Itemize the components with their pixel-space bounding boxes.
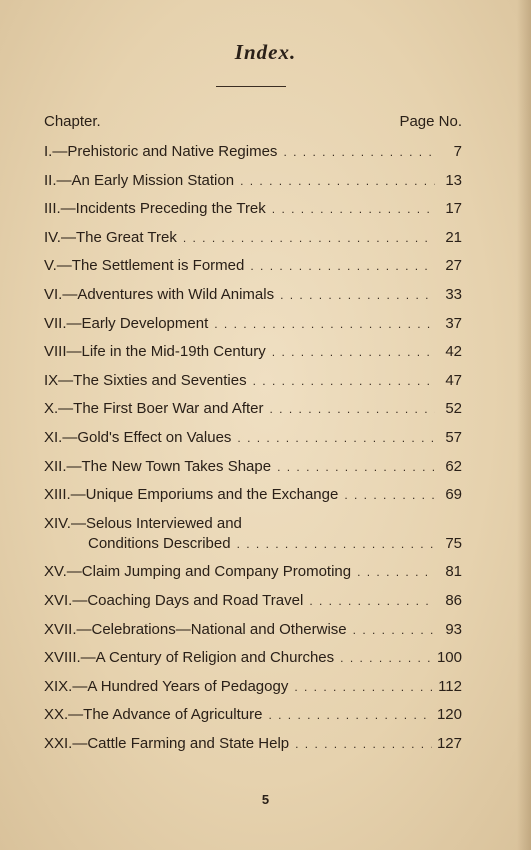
entry-label: XV.—Claim Jumping and Company Promoting xyxy=(44,563,352,581)
entry-page-number: 86 xyxy=(445,591,462,609)
entry-page-number: 62 xyxy=(445,457,462,475)
entry-label-continued: Conditions Described xyxy=(88,534,231,552)
dot-leader xyxy=(237,428,435,448)
entry-page-number: 7 xyxy=(453,143,462,160)
index-entry xyxy=(44,646,462,675)
dot-leader xyxy=(340,648,432,668)
entry-label: VIII—Life in the Mid-19th Century xyxy=(44,343,266,361)
entry-label: IV.—The Great Trek xyxy=(44,228,177,246)
index-entry xyxy=(44,618,462,647)
entry-label: II.—An Early Mission Station xyxy=(44,171,235,189)
dot-leader xyxy=(344,485,435,505)
index-entries xyxy=(44,140,462,760)
entry-page-number: 100 xyxy=(436,649,462,667)
entry-page-number: 27 xyxy=(445,257,462,275)
entry-page-number: 21 xyxy=(445,228,462,246)
index-entry xyxy=(44,455,462,484)
entry-page-number: 52 xyxy=(445,400,462,418)
dot-leader xyxy=(272,199,435,219)
entry-label: III.—Incidents Preceding the Trek xyxy=(44,200,266,218)
entry-page-number: 37 xyxy=(445,314,462,332)
entry-page-number: 13 xyxy=(445,171,462,189)
index-entry xyxy=(44,732,462,761)
page-column-heading: Page No. xyxy=(399,113,462,130)
entry-page-number: 75 xyxy=(445,534,462,552)
dot-leader xyxy=(268,705,432,725)
dot-leader xyxy=(294,677,433,697)
index-entry xyxy=(44,675,462,704)
entry-page-number: 127 xyxy=(436,734,462,752)
dot-leader xyxy=(353,620,435,640)
index-entry xyxy=(44,703,462,732)
index-entry xyxy=(44,140,462,169)
index-entry xyxy=(44,340,462,369)
index-entry xyxy=(44,426,462,455)
entry-label: XI.—Gold's Effect on Values xyxy=(44,428,232,446)
entry-page-number: 112 xyxy=(438,677,462,695)
entry-page-number: 57 xyxy=(445,428,462,446)
index-entry xyxy=(44,283,462,312)
index-entry-continuation xyxy=(44,532,462,561)
dot-leader xyxy=(295,734,432,754)
entry-label: IX—The Sixties and Seventies xyxy=(44,371,247,389)
entry-page-number: 120 xyxy=(436,706,462,724)
dot-leader xyxy=(253,371,435,391)
index-entry xyxy=(44,589,462,618)
dot-leader xyxy=(214,314,435,334)
dot-leader xyxy=(280,285,435,305)
index-entry xyxy=(44,169,462,198)
index-entry xyxy=(44,226,462,255)
entry-page-number: 47 xyxy=(445,371,462,389)
entry-label: I.—Prehistoric and Native Regimes xyxy=(44,143,278,160)
entry-label: VI.—Adventures with Wild Animals xyxy=(44,285,275,303)
chapter-column-heading: Chapter. xyxy=(44,113,101,130)
entry-label: XIX.—A Hundred Years of Pedagogy xyxy=(44,677,289,695)
dot-leader xyxy=(277,457,435,477)
dot-leader xyxy=(240,171,435,191)
index-entry xyxy=(44,397,462,426)
page-number: 5 xyxy=(261,792,270,807)
entry-label: XX.—The Advance of Agriculture xyxy=(44,706,263,724)
dot-leader xyxy=(250,256,435,276)
dot-leader xyxy=(270,399,435,419)
dot-leader xyxy=(357,562,435,582)
entry-label: XII.—The New Town Takes Shape xyxy=(44,457,272,475)
index-header xyxy=(44,113,462,133)
entry-label: XXI.—Cattle Farming and State Help xyxy=(44,734,290,752)
page-edge-shadow xyxy=(517,0,531,850)
index-entry xyxy=(44,254,462,283)
dot-leader xyxy=(309,591,435,611)
entry-label: XVII.—Celebrations—National and Otherwise xyxy=(44,620,347,638)
entry-label: XIV.—Selous Interviewed and xyxy=(44,514,242,532)
index-entry xyxy=(44,197,462,226)
entry-label: V.—The Settlement is Formed xyxy=(44,257,245,275)
entry-page-number: 93 xyxy=(445,620,462,638)
index-entry xyxy=(44,483,462,512)
entry-label: XIII.—Unique Emporiums and the Exchange xyxy=(44,486,339,504)
page-title: Index. xyxy=(234,40,297,64)
dot-leader xyxy=(183,228,435,248)
entry-page-number: 33 xyxy=(445,285,462,303)
entry-page-number: 81 xyxy=(445,563,462,581)
index-entry xyxy=(44,369,462,398)
entry-page-number: 17 xyxy=(445,200,462,218)
entry-label: XVI.—Coaching Days and Road Travel xyxy=(44,591,304,609)
title-rule xyxy=(216,86,286,87)
entry-page-number: 42 xyxy=(445,343,462,361)
index-entry xyxy=(44,560,462,589)
entry-label: XVIII.—A Century of Religion and Churches xyxy=(44,649,335,667)
entry-label: X.—The First Boer War and After xyxy=(44,400,264,418)
dot-leader xyxy=(272,342,435,362)
entry-page-number: 69 xyxy=(445,486,462,504)
dot-leader xyxy=(283,142,435,162)
dot-leader xyxy=(237,534,435,554)
index-entry xyxy=(44,512,462,532)
index-entry xyxy=(44,312,462,341)
entry-label: VII.—Early Development xyxy=(44,314,209,332)
